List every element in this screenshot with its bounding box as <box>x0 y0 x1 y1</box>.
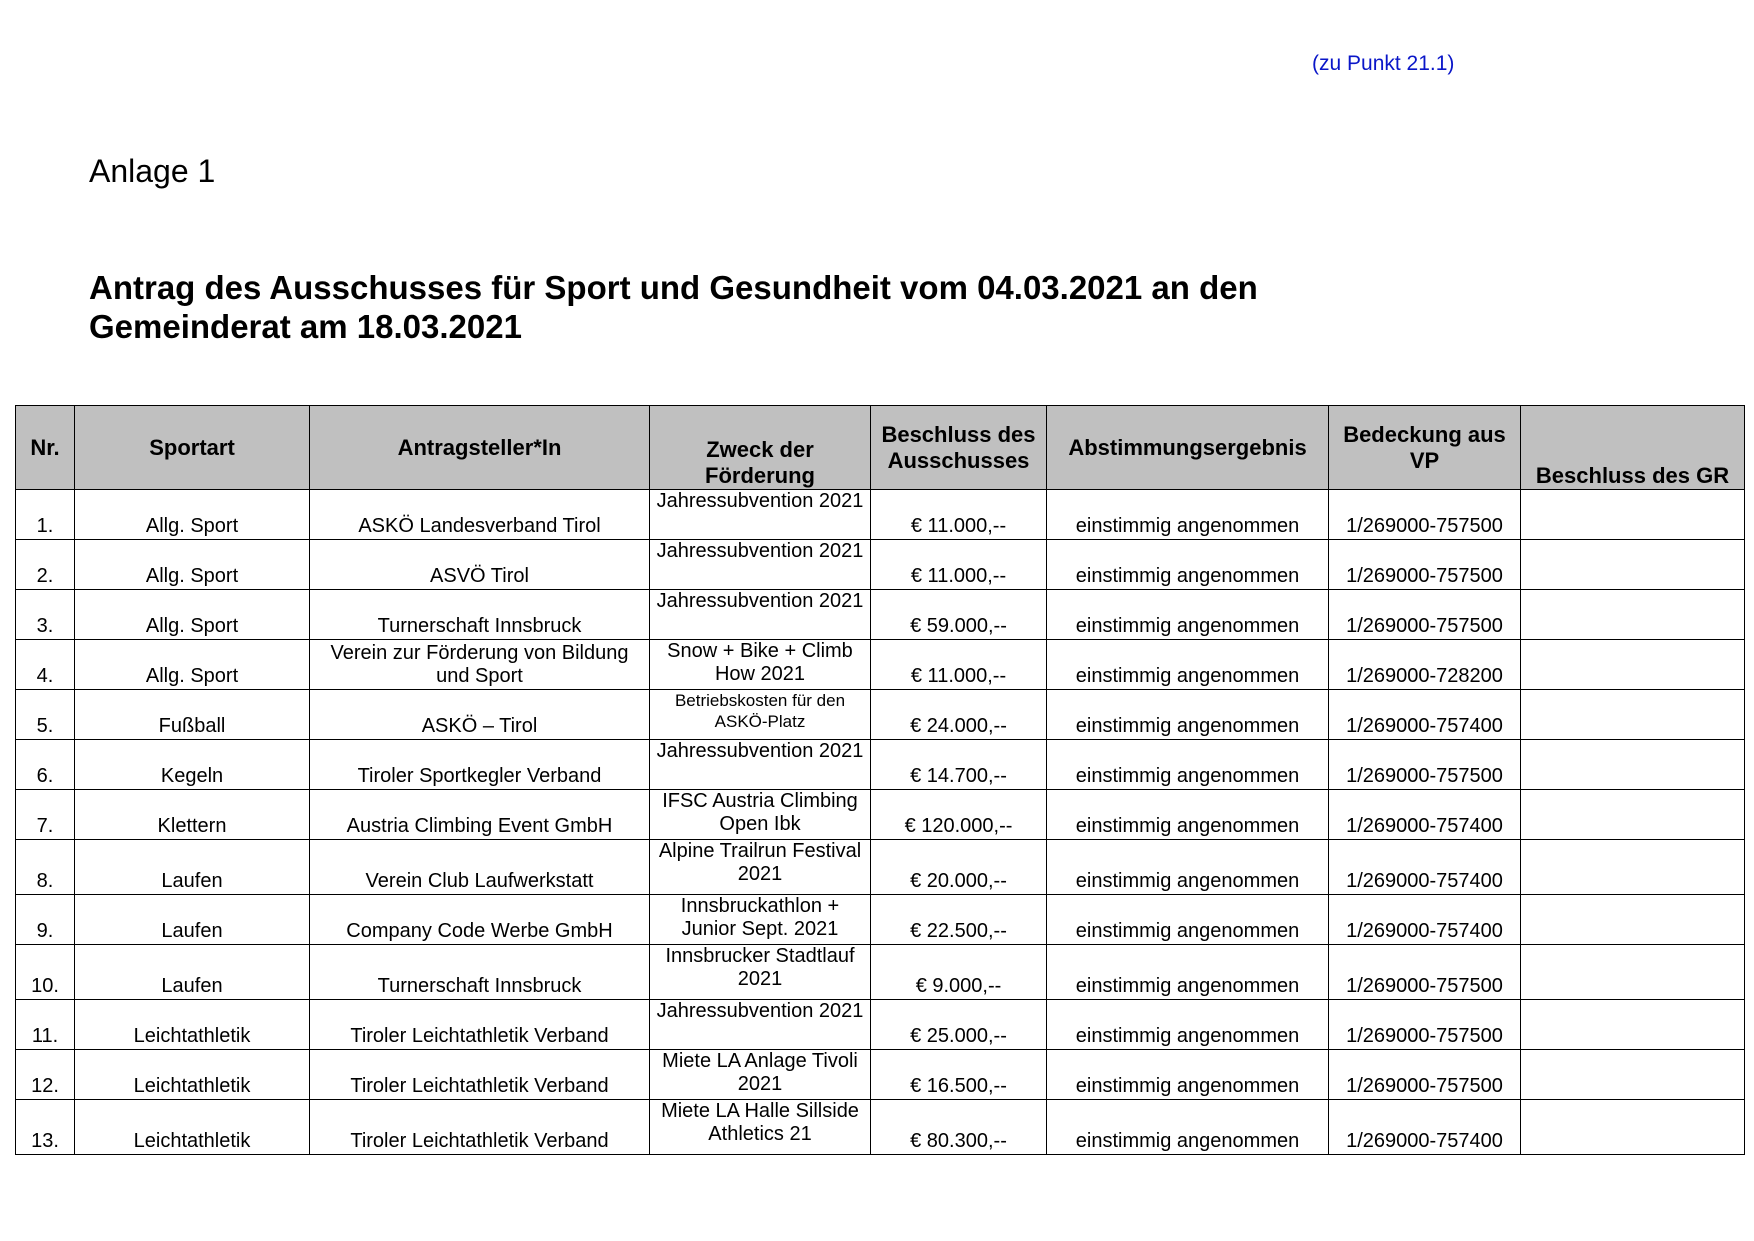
cell-zweck: Snow + Bike + Climb How 2021 <box>650 640 871 690</box>
cell-antragsteller: Tiroler Leichtathletik Verband <box>310 1100 650 1155</box>
cell-zweck: Jahressubvention 2021 <box>650 1000 871 1050</box>
cell-zweck: Miete LA Halle Sillside Athletics 21 <box>650 1100 871 1155</box>
cell-bedeckung: 1/269000-757500 <box>1329 945 1521 1000</box>
cell-abstimmung: einstimmig angenommen <box>1047 640 1329 690</box>
header-bedeckung: Bedeckung aus VP <box>1329 406 1521 490</box>
header-sportart: Sportart <box>75 406 310 490</box>
cell-zweck: Miete LA Anlage Tivoli 2021 <box>650 1050 871 1100</box>
cell-sportart: Klettern <box>75 790 310 840</box>
cell-abstimmung: einstimmig angenommen <box>1047 895 1329 945</box>
cell-abstimmung: einstimmig angenommen <box>1047 945 1329 1000</box>
cell-antragsteller: Turnerschaft Innsbruck <box>310 945 650 1000</box>
cell-antragsteller: ASKÖ – Tirol <box>310 690 650 740</box>
table-body <box>16 490 1745 1155</box>
cell-antragsteller: Verein zur Förderung von Bildung und Sport <box>310 640 650 690</box>
cell-abstimmung: einstimmig angenommen <box>1047 590 1329 640</box>
cell-sportart: Allg. Sport <box>75 540 310 590</box>
cell-antragsteller: Company Code Werbe GmbH <box>310 895 650 945</box>
cell-beschluss-ausschuss: € 80.300,-- <box>871 1100 1047 1155</box>
cell-abstimmung: einstimmig angenommen <box>1047 840 1329 895</box>
cell-antragsteller: Verein Club Laufwerkstatt <box>310 840 650 895</box>
cell-nr: 4. <box>16 640 75 690</box>
attachment-label: Anlage 1 <box>89 153 216 189</box>
cell-beschluss-ausschuss: € 11.000,-- <box>871 540 1047 590</box>
cell-nr: 8. <box>16 840 75 895</box>
table-row <box>16 590 1745 640</box>
cell-beschluss-gr <box>1521 490 1745 540</box>
cell-beschluss-gr <box>1521 640 1745 690</box>
cell-beschluss-gr <box>1521 1050 1745 1100</box>
cell-sportart: Allg. Sport <box>75 590 310 640</box>
cell-sportart: Allg. Sport <box>75 640 310 690</box>
cell-zweck: Jahressubvention 2021 <box>650 740 871 790</box>
cell-zweck: Jahressubvention 2021 <box>650 490 871 540</box>
cell-beschluss-gr <box>1521 1000 1745 1050</box>
cell-zweck: Betriebskosten für den ASKÖ-Platz <box>650 690 871 740</box>
cell-bedeckung: 1/269000-757500 <box>1329 1000 1521 1050</box>
cell-antragsteller: ASKÖ Landesverband Tirol <box>310 490 650 540</box>
cell-bedeckung: 1/269000-757400 <box>1329 840 1521 895</box>
cell-sportart: Laufen <box>75 945 310 1000</box>
cell-sportart: Laufen <box>75 895 310 945</box>
header-zweck: Zweck der Förderung <box>650 406 871 490</box>
table-row <box>16 945 1745 1000</box>
table-row <box>16 790 1745 840</box>
cell-sportart: Fußball <box>75 690 310 740</box>
cell-antragsteller: Tiroler Leichtathletik Verband <box>310 1050 650 1100</box>
cell-beschluss-gr <box>1521 840 1745 895</box>
cell-beschluss-ausschuss: € 14.700,-- <box>871 740 1047 790</box>
table-row <box>16 1050 1745 1100</box>
cell-zweck: IFSC Austria Climbing Open Ibk <box>650 790 871 840</box>
cell-sportart: Leichtathletik <box>75 1100 310 1155</box>
cell-beschluss-gr <box>1521 740 1745 790</box>
table-row <box>16 895 1745 945</box>
cell-beschluss-ausschuss: € 22.500,-- <box>871 895 1047 945</box>
cell-sportart: Kegeln <box>75 740 310 790</box>
cell-beschluss-ausschuss: € 24.000,-- <box>871 690 1047 740</box>
header-beschluss-ausschuss: Beschluss des Ausschusses <box>871 406 1047 490</box>
cell-beschluss-gr <box>1521 790 1745 840</box>
cell-beschluss-gr <box>1521 945 1745 1000</box>
cell-zweck: Alpine Trailrun Festival 2021 <box>650 840 871 895</box>
cell-beschluss-ausschuss: € 16.500,-- <box>871 1050 1047 1100</box>
cell-abstimmung: einstimmig angenommen <box>1047 740 1329 790</box>
cell-beschluss-gr <box>1521 1100 1745 1155</box>
cell-sportart: Leichtathletik <box>75 1050 310 1100</box>
cell-sportart: Allg. Sport <box>75 490 310 540</box>
cell-nr: 9. <box>16 895 75 945</box>
cell-zweck: Innsbruckathlon + Junior Sept. 2021 <box>650 895 871 945</box>
cell-zweck: Innsbrucker Stadtlauf 2021 <box>650 945 871 1000</box>
cell-beschluss-ausschuss: € 25.000,-- <box>871 1000 1047 1050</box>
table-row <box>16 1100 1745 1155</box>
cell-nr: 13. <box>16 1100 75 1155</box>
cell-beschluss-gr <box>1521 540 1745 590</box>
cell-bedeckung: 1/269000-728200 <box>1329 640 1521 690</box>
table-row <box>16 740 1745 790</box>
header-antragsteller: Antragsteller*In <box>310 406 650 490</box>
title-line-2: Gemeinderat am 18.03.2021 <box>89 308 522 345</box>
cell-nr: 5. <box>16 690 75 740</box>
cell-beschluss-ausschuss: € 11.000,-- <box>871 490 1047 540</box>
cell-beschluss-ausschuss: € 120.000,-- <box>871 790 1047 840</box>
table-row <box>16 540 1745 590</box>
cell-antragsteller: Turnerschaft Innsbruck <box>310 590 650 640</box>
cell-nr: 11. <box>16 1000 75 1050</box>
table-row <box>16 640 1745 690</box>
funding-table <box>15 405 1745 1155</box>
header-beschluss-gr: Beschluss des GR <box>1521 406 1745 490</box>
table-row <box>16 690 1745 740</box>
cell-bedeckung: 1/269000-757400 <box>1329 1100 1521 1155</box>
cell-bedeckung: 1/269000-757500 <box>1329 590 1521 640</box>
title-line-1: Antrag des Ausschusses für Sport und Gesundheit vom 04.03.2021 an den <box>89 269 1258 306</box>
cell-abstimmung: einstimmig angenommen <box>1047 490 1329 540</box>
cell-abstimmung: einstimmig angenommen <box>1047 790 1329 840</box>
table-row <box>16 1000 1745 1050</box>
cell-nr: 1. <box>16 490 75 540</box>
cell-beschluss-ausschuss: € 11.000,-- <box>871 640 1047 690</box>
cell-beschluss-ausschuss: € 20.000,-- <box>871 840 1047 895</box>
cell-antragsteller: Tiroler Sportkegler Verband <box>310 740 650 790</box>
reference-note: (zu Punkt 21.1) <box>1312 52 1455 75</box>
cell-nr: 7. <box>16 790 75 840</box>
cell-sportart: Laufen <box>75 840 310 895</box>
cell-bedeckung: 1/269000-757500 <box>1329 740 1521 790</box>
cell-antragsteller: Tiroler Leichtathletik Verband <box>310 1000 650 1050</box>
cell-abstimmung: einstimmig angenommen <box>1047 1100 1329 1155</box>
cell-nr: 10. <box>16 945 75 1000</box>
cell-zweck: Jahressubvention 2021 <box>650 540 871 590</box>
cell-bedeckung: 1/269000-757400 <box>1329 895 1521 945</box>
cell-beschluss-gr <box>1521 690 1745 740</box>
cell-bedeckung: 1/269000-757400 <box>1329 790 1521 840</box>
table-row <box>16 490 1745 540</box>
cell-nr: 3. <box>16 590 75 640</box>
cell-nr: 12. <box>16 1050 75 1100</box>
cell-bedeckung: 1/269000-757500 <box>1329 1050 1521 1100</box>
header-abstimmung: Abstimmungsergebnis <box>1047 406 1329 490</box>
cell-abstimmung: einstimmig angenommen <box>1047 540 1329 590</box>
page-title <box>89 268 1389 346</box>
cell-bedeckung: 1/269000-757500 <box>1329 490 1521 540</box>
cell-abstimmung: einstimmig angenommen <box>1047 1000 1329 1050</box>
cell-beschluss-gr <box>1521 895 1745 945</box>
cell-zweck: Jahressubvention 2021 <box>650 590 871 640</box>
cell-bedeckung: 1/269000-757400 <box>1329 690 1521 740</box>
cell-antragsteller: ASVÖ Tirol <box>310 540 650 590</box>
cell-beschluss-gr <box>1521 590 1745 640</box>
cell-sportart: Leichtathletik <box>75 1000 310 1050</box>
cell-abstimmung: einstimmig angenommen <box>1047 690 1329 740</box>
cell-bedeckung: 1/269000-757500 <box>1329 540 1521 590</box>
cell-nr: 6. <box>16 740 75 790</box>
cell-abstimmung: einstimmig angenommen <box>1047 1050 1329 1100</box>
table-header-row <box>16 406 1745 490</box>
cell-antragsteller: Austria Climbing Event GmbH <box>310 790 650 840</box>
cell-beschluss-ausschuss: € 59.000,-- <box>871 590 1047 640</box>
cell-nr: 2. <box>16 540 75 590</box>
cell-beschluss-ausschuss: € 9.000,-- <box>871 945 1047 1000</box>
header-nr: Nr. <box>16 406 75 490</box>
table-row <box>16 840 1745 895</box>
